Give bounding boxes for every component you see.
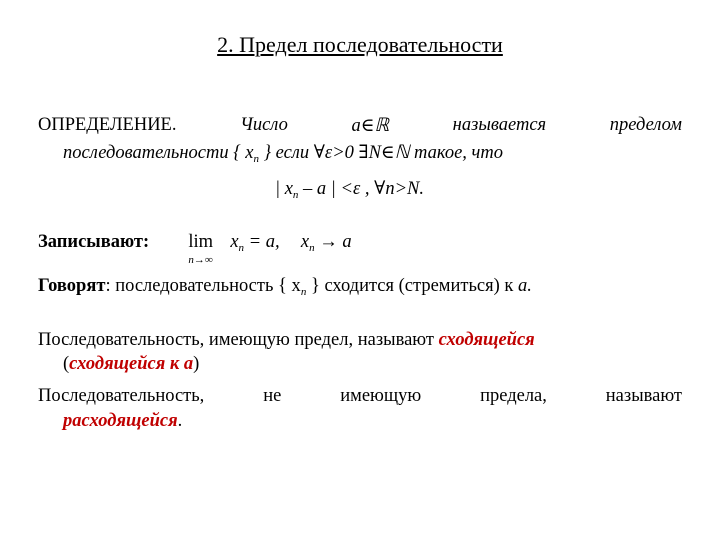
arrow-x: x bbox=[300, 232, 310, 252]
definition-label: ОПРЕДЕЛЕНИЕ. bbox=[38, 115, 177, 135]
definition-line-2 bbox=[63, 142, 503, 165]
convergent-term-to-a: сходящейся к bbox=[69, 354, 184, 374]
say-text-pre: : последовательность { x bbox=[105, 276, 301, 296]
definition-line-2-pre: последовательности { x bbox=[63, 143, 254, 163]
convergent-close-paren: ) bbox=[193, 354, 200, 374]
definition-word-number: Число bbox=[240, 115, 288, 135]
lim-x-sub: n bbox=[238, 242, 245, 254]
convergent-line-2 bbox=[63, 354, 199, 375]
lim-word: lim bbox=[188, 232, 214, 252]
definition-line-2-post: } если ∀ε>0 ∃N∈ℕ такое, что bbox=[258, 143, 503, 163]
lim-subscript: n→∞ bbox=[188, 254, 213, 266]
definition-line-1 bbox=[38, 115, 682, 137]
arrow-to-a: → a bbox=[314, 232, 352, 252]
write-label: Записывают: bbox=[38, 232, 150, 252]
convergent-open-paren: ( bbox=[63, 354, 70, 374]
divergent-word-3: имеющую bbox=[340, 386, 422, 406]
lim-x: x bbox=[230, 232, 239, 252]
divergent-dot: . bbox=[177, 411, 183, 431]
definition-a-in-r: a∈ℝ bbox=[351, 116, 390, 136]
divergent-word-1: Последовательность, bbox=[38, 386, 205, 406]
write-line bbox=[38, 232, 352, 266]
say-text-a: a. bbox=[518, 276, 532, 296]
divergent-word-5: называют bbox=[605, 386, 682, 406]
convergent-a: a bbox=[183, 354, 194, 374]
divergent-term: расходящейся bbox=[63, 411, 178, 431]
arrow-x-sub: n bbox=[309, 242, 315, 254]
lim-expression bbox=[188, 232, 214, 266]
say-text-sub: n bbox=[300, 286, 307, 298]
lim-equals-a: = a, bbox=[244, 232, 280, 252]
definition-line-3-post: – a | <ε , ∀n>N. bbox=[298, 179, 425, 199]
divergent-word-4: предела, bbox=[480, 386, 547, 406]
say-line bbox=[38, 276, 532, 298]
convergent-text: Последовательность, имеющую предел, называют bbox=[38, 330, 439, 350]
definition-line-3 bbox=[275, 178, 424, 201]
say-label: Говорят bbox=[38, 276, 106, 296]
definition-word-called: называется bbox=[452, 115, 547, 135]
slide-title: 2. Предел последовательности bbox=[217, 32, 503, 57]
divergent-line-1 bbox=[38, 386, 682, 407]
convergent-term: сходящейся bbox=[438, 330, 535, 350]
say-text-post: } сходится (стремиться) к bbox=[306, 276, 519, 296]
convergent-line-1 bbox=[38, 330, 535, 351]
divergent-word-2: не bbox=[263, 386, 282, 406]
definition-word-limit: пределом bbox=[609, 115, 682, 135]
divergent-line-2 bbox=[63, 411, 182, 432]
definition-line-3-sub: n bbox=[292, 189, 299, 201]
definition-line-2-sub: n bbox=[253, 153, 259, 165]
definition-line-3-pre: | x bbox=[275, 179, 293, 199]
